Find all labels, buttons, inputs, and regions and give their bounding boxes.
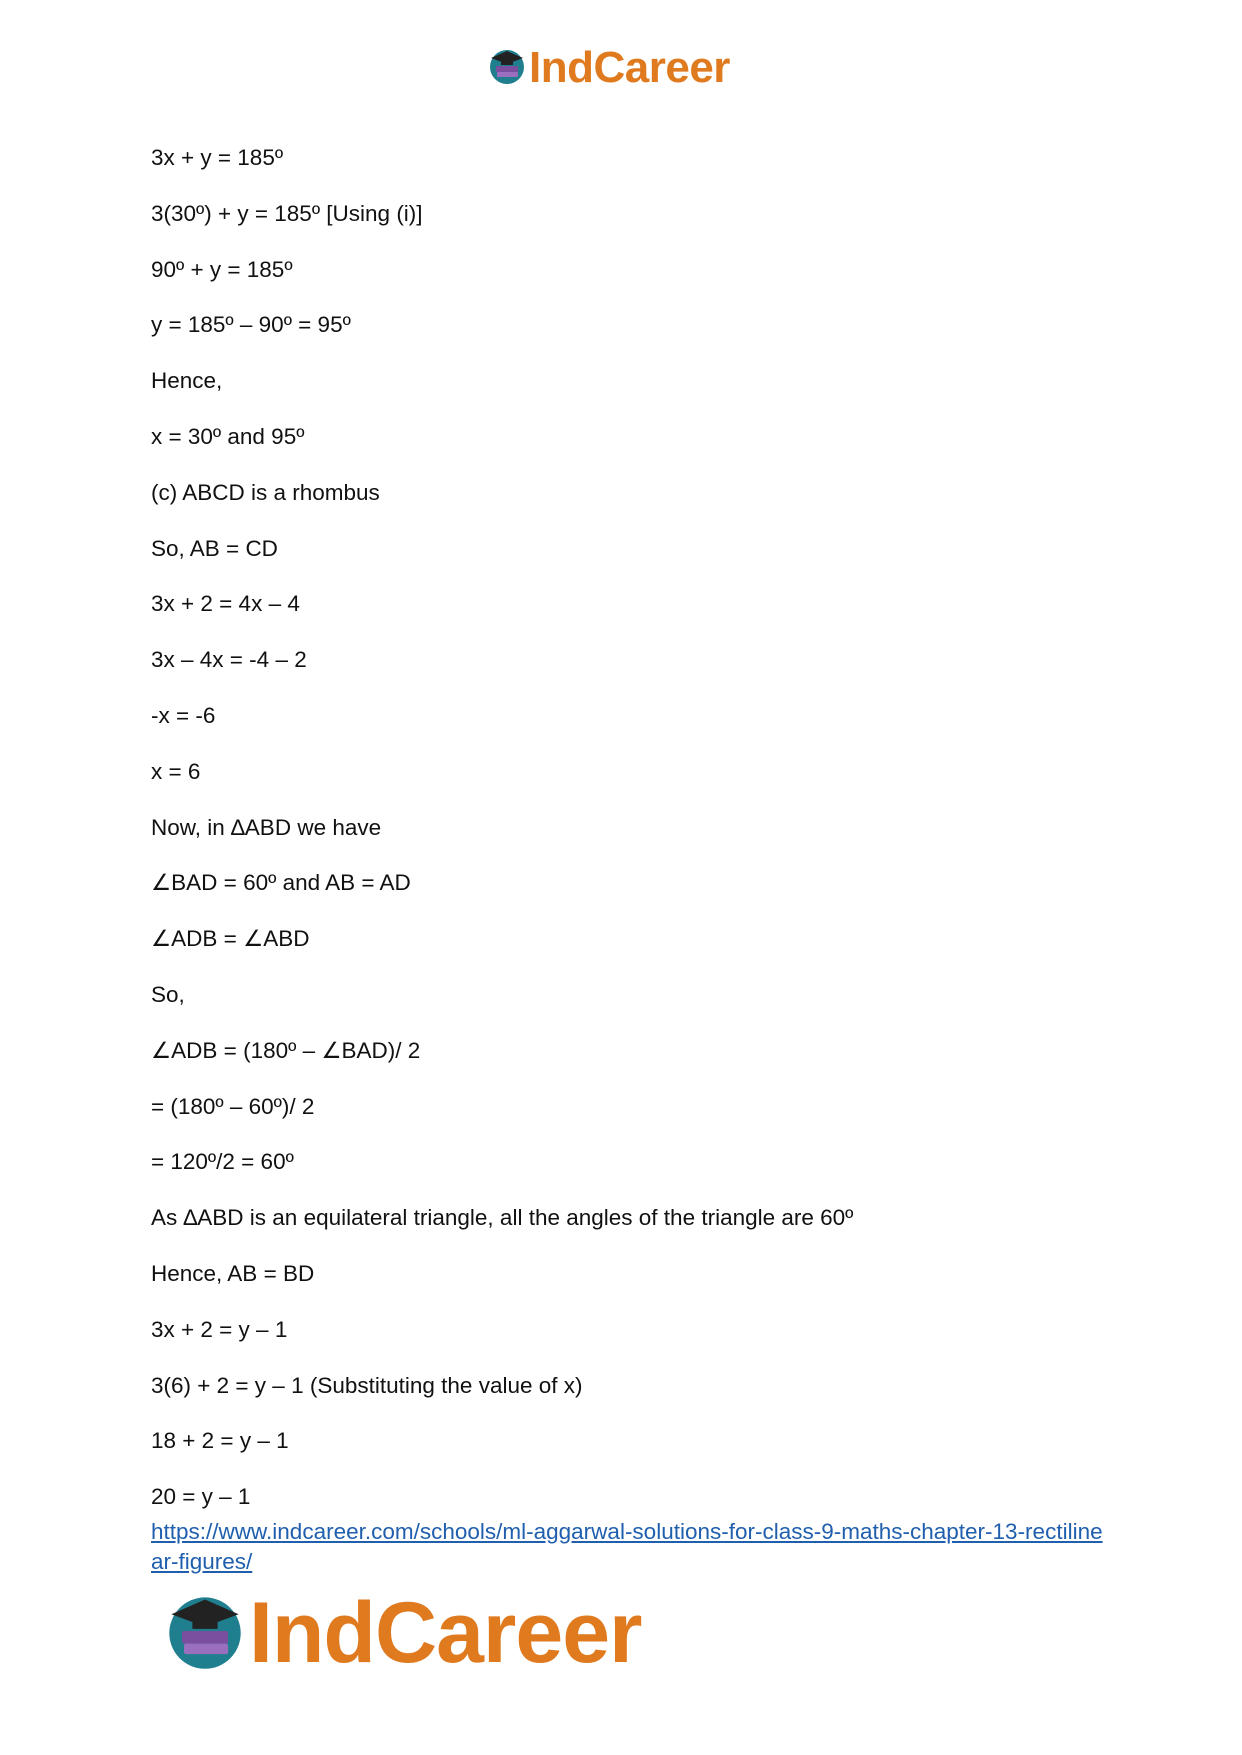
text-line: (c) ABCD is a rhombus — [151, 479, 380, 505]
text-line: ∠ADB = (180º – ∠BAD)/ 2 — [151, 1037, 421, 1063]
graduation-cap-books-icon — [163, 1589, 247, 1678]
text-line: ∠BAD = 60º and AB = AD — [151, 870, 411, 896]
text-line: 18 + 2 = y – 1 — [151, 1428, 289, 1454]
text-line: Hence, AB = BD — [151, 1260, 315, 1286]
text-line: ∠ADB = ∠ABD — [151, 926, 310, 952]
logo-wordmark: IndCareer — [249, 1585, 642, 1681]
text-line: -x = -6 — [151, 702, 216, 728]
text-line: 3x + 2 = y – 1 — [151, 1316, 288, 1342]
text-line: = 120º/2 = 60º — [151, 1149, 294, 1175]
text-line: So, — [151, 981, 185, 1007]
text-line: 3x + 2 = 4x – 4 — [151, 591, 300, 617]
text-line: 3x – 4x = -4 – 2 — [151, 647, 307, 673]
header-logo — [487, 40, 730, 96]
text-line: 90º + y = 185º — [151, 256, 293, 282]
text-line: 3x + y = 185º — [151, 145, 284, 170]
text-line: So, AB = CD — [151, 535, 278, 561]
text-line: y = 185º – 90º = 95º — [151, 312, 351, 338]
text-line: x = 6 — [151, 758, 201, 784]
text-line: Hence, — [151, 368, 223, 394]
logo-wordmark: IndCareer — [529, 43, 730, 92]
text-line: Now, in ∆ABD we have — [151, 814, 382, 840]
text-line: 3(30º) + y = 185º [Using (i)] — [151, 200, 423, 226]
solution-text — [151, 145, 1111, 1540]
text-line: x = 30º and 95º — [151, 423, 305, 449]
source-link[interactable]: https://www.indcareer.com/schools/ml-aggarwal-solutions-for-class-9-maths-chapter-13-rectilinear-figures/ — [151, 1519, 1103, 1574]
text-line: 3(6) + 2 = y – 1 (Substituting the value of x) — [151, 1372, 583, 1398]
text-line: 20 = y – 1 — [151, 1484, 251, 1510]
text-line: As ∆ABD is an equilateral triangle, all the angles of the triangle are 60º — [151, 1205, 854, 1231]
graduation-cap-books-icon — [487, 46, 527, 91]
footer-logo — [163, 1585, 642, 1681]
text-line: = (180º – 60º)/ 2 — [151, 1093, 315, 1119]
